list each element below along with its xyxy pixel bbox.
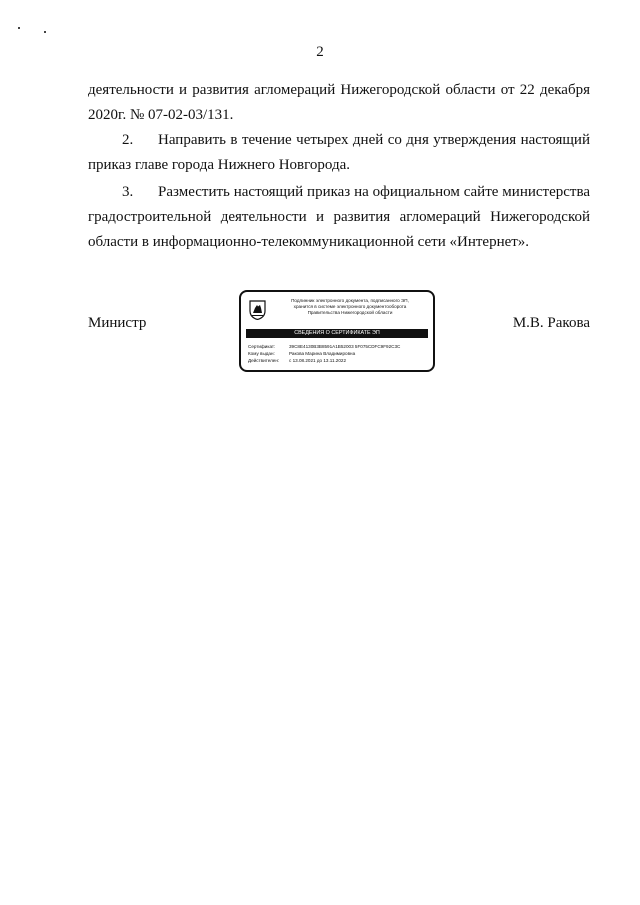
scan-speck	[44, 31, 46, 33]
continuation-line-1: деятельности и развития агломераций Нижегородской области от 22 декабря	[88, 82, 590, 98]
stamp-header-line-1: Подлинник электронного документа, подписанного ЭП,	[291, 298, 409, 303]
scan-speck	[18, 27, 20, 29]
item-3-line-3: области в информационно-телекоммуникационной сети «Интернет».	[88, 234, 530, 250]
stamp-issued-value: Ракова Марина Владимировна	[289, 351, 356, 356]
signatory-name: М.В. Ракова	[512, 315, 590, 331]
stamp-header-line-2: хранится в системе электронного документооборота	[293, 304, 407, 309]
stamp-issued-label: Кому выдан:	[248, 351, 275, 356]
stamp-validity-row	[248, 358, 346, 364]
stamp-certificate-row	[248, 344, 400, 350]
item-3-text-1: Разместить настоящий приказ на официальном сайте министерства	[158, 184, 590, 200]
stamp-certificate-value: 39C8E4130B3B8591A1B52003 5F075CDFC9F92C3C	[289, 344, 401, 349]
item-2-line-2: приказ главе города Нижнего Новгорода.	[88, 157, 351, 173]
item-2-line-1	[88, 128, 590, 153]
page-number: 2	[316, 44, 324, 60]
item-3-line-1	[88, 180, 590, 205]
electronic-signature-stamp	[239, 290, 435, 372]
item-3-line-2: градостроительной деятельности и развития агломераций Нижегородской	[88, 209, 590, 225]
continuation-line-2: 2020г. № 07-02-03/131.	[88, 107, 234, 123]
stamp-header-line-3: Правительства Нижегородской области	[307, 310, 393, 315]
signatory-position: Министр	[88, 315, 147, 331]
stamp-issued-row	[248, 351, 355, 357]
stamp-title: СВЕДЕНИЯ О СЕРТИФИКАТЕ ЭП	[246, 329, 428, 338]
stamp-validity-label: Действителен:	[248, 358, 280, 363]
stamp-certificate-label: Сертификат:	[248, 344, 276, 349]
coat-of-arms-icon	[249, 300, 266, 320]
item-2-number: 2.	[122, 132, 134, 148]
item-3-number: 3.	[122, 184, 134, 200]
item-2-text-1: Направить в течение четырех дней со дня утверждения настоящий	[158, 132, 590, 148]
stamp-header	[269, 298, 431, 316]
stamp-validity-value: с 13.08.2021 до 13.11.2022	[289, 358, 347, 363]
